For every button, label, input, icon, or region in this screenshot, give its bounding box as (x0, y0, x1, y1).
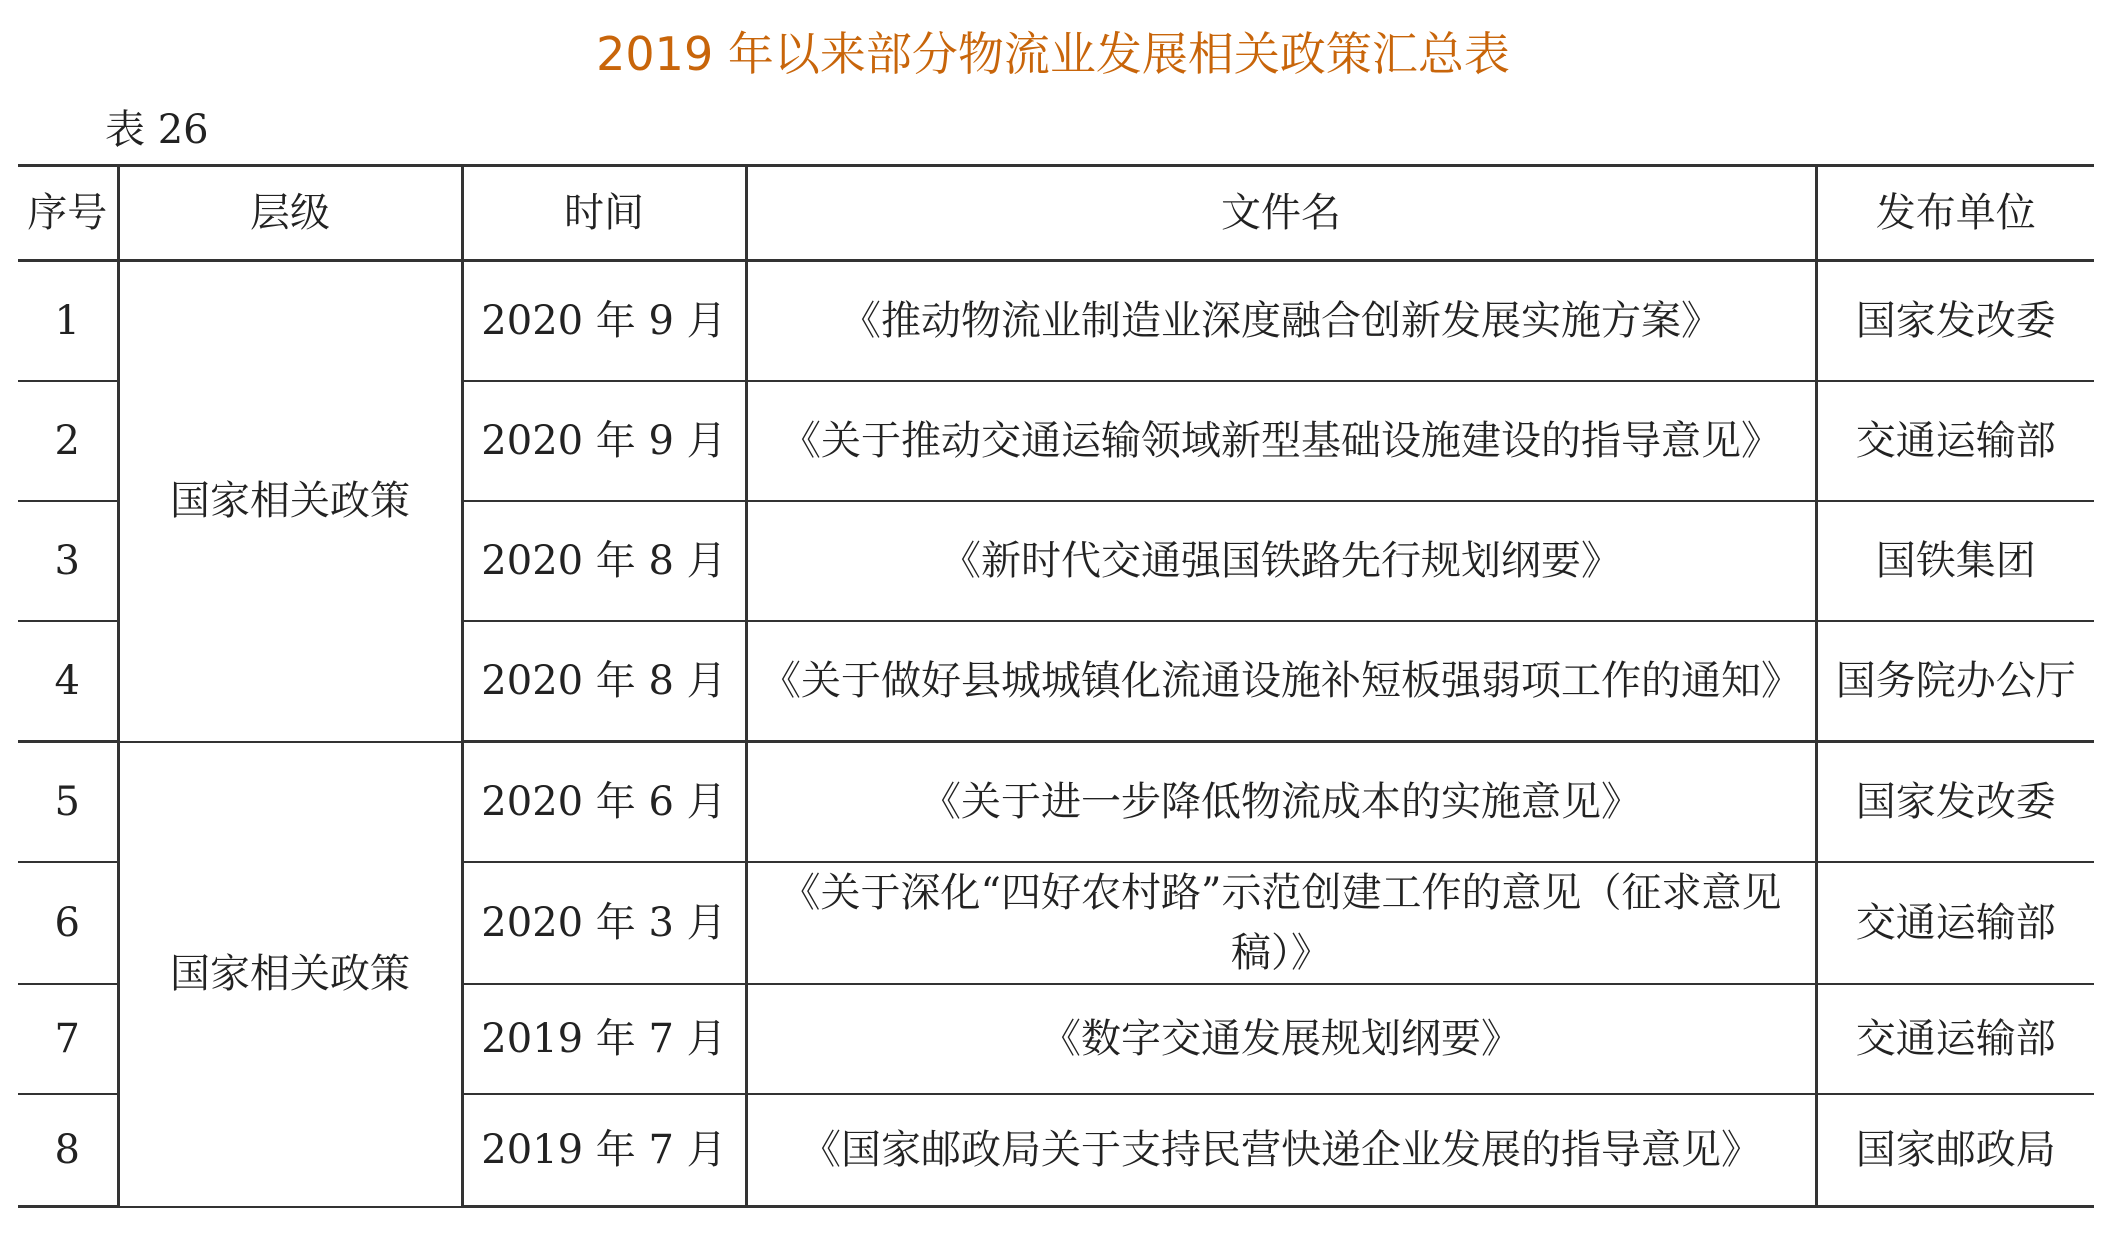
doc-title: 《关于深化“四好农村路”示范创建工作的意见（征求意见稿）》 (780, 870, 1782, 976)
header-no: 序号 (18, 166, 118, 261)
table-label: 表 26 (105, 107, 209, 153)
row-doc (746, 984, 1816, 1094)
header-level: 层级 (118, 166, 462, 261)
row-no: 1 (18, 261, 118, 382)
row-org: 国家发改委 (1816, 261, 2094, 382)
row-org: 国铁集团 (1816, 501, 2094, 621)
row-time: 2020 年 8 月 (462, 621, 746, 742)
row-doc (746, 381, 1816, 501)
doc-title: 《数字交通发展规划纲要》 (1041, 1016, 1521, 1062)
row-time: 2020 年 3 月 (462, 862, 746, 984)
doc-title: 《推动物流业制造业深度融合创新发展实施方案》 (841, 298, 1721, 344)
doc-title: 《国家邮政局关于支持民营快递企业发展的指导意见》 (801, 1127, 1761, 1173)
row-doc (746, 862, 1816, 984)
header-time: 时间 (462, 166, 746, 261)
row-time: 2020 年 6 月 (462, 742, 746, 863)
row-org: 国家发改委 (1816, 742, 2094, 863)
header-org: 发布单位 (1816, 166, 2094, 261)
table-row (18, 261, 2094, 382)
table-header-row (18, 166, 2094, 261)
row-doc (746, 742, 1816, 863)
row-no: 6 (18, 862, 118, 984)
row-time: 2019 年 7 月 (462, 984, 746, 1094)
row-no: 4 (18, 621, 118, 742)
row-no: 5 (18, 742, 118, 863)
row-org: 交通运输部 (1816, 862, 2094, 984)
row-time: 2019 年 7 月 (462, 1094, 746, 1207)
row-org: 交通运输部 (1816, 984, 2094, 1094)
row-org: 国家邮政局 (1816, 1094, 2094, 1207)
table-row (18, 742, 2094, 863)
level-cell: 国家相关政策 (118, 742, 462, 1207)
row-org: 国务院办公厅 (1816, 621, 2094, 742)
row-doc (746, 621, 1816, 742)
row-doc (746, 1094, 1816, 1207)
row-no: 3 (18, 501, 118, 621)
doc-title: 《关于进一步降低物流成本的实施意见》 (921, 779, 1641, 825)
row-no: 2 (18, 381, 118, 501)
doc-title: 《新时代交通强国铁路先行规划纲要》 (941, 538, 1621, 584)
row-no: 7 (18, 984, 118, 1094)
doc-title: 《关于做好县城城镇化流通设施补短板强弱项工作的通知》 (761, 658, 1801, 704)
row-org: 交通运输部 (1816, 381, 2094, 501)
row-time: 2020 年 9 月 (462, 261, 746, 382)
row-time: 2020 年 9 月 (462, 381, 746, 501)
row-doc (746, 261, 1816, 382)
page-title: 2019 年以来部分物流业发展相关政策汇总表 (596, 27, 1510, 81)
header-doc: 文件名 (746, 166, 1816, 261)
row-no: 8 (18, 1094, 118, 1207)
level-cell: 国家相关政策 (118, 261, 462, 742)
row-time: 2020 年 8 月 (462, 501, 746, 621)
policy-table (18, 164, 2094, 1208)
doc-title: 《关于推动交通运输领域新型基础设施建设的指导意见》 (781, 418, 1781, 464)
row-doc (746, 501, 1816, 621)
